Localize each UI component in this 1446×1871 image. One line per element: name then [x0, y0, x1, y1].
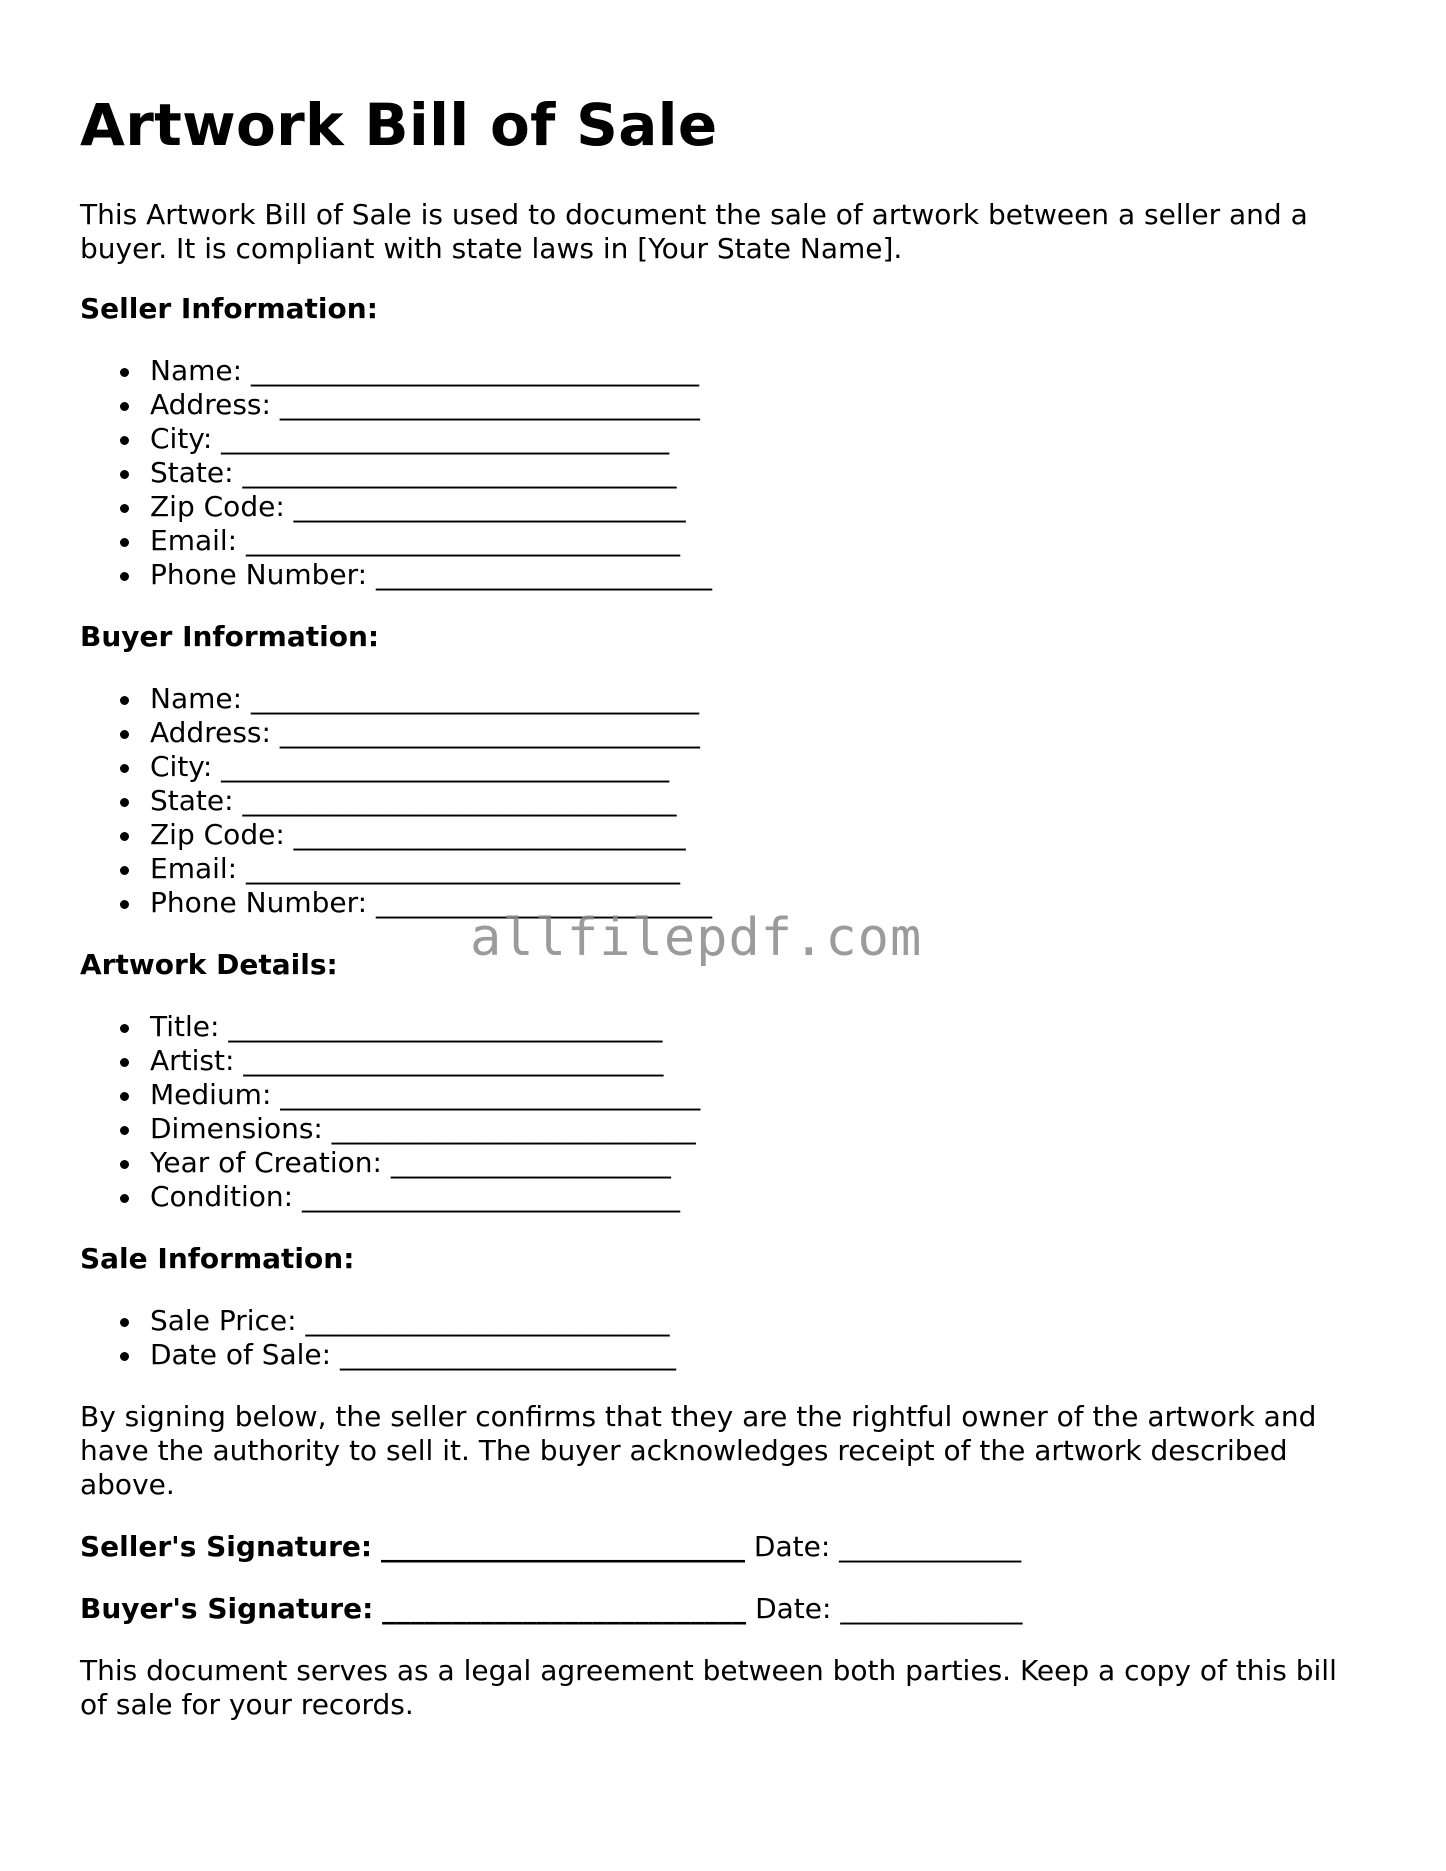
seller-heading: Seller Information: — [80, 292, 378, 325]
sale-date-field: Date of Sale: ________________________ — [150, 1338, 1370, 1372]
seller-date-field: Date: _____________ — [753, 1530, 1022, 1563]
buyer-zip-field: Zip Code: ____________________________ — [150, 818, 1370, 852]
sale-price-field: Sale Price: __________________________ — [150, 1304, 1370, 1338]
seller-phone-field: Phone Number: ________________________ — [150, 558, 1370, 592]
seller-signature-row — [80, 1530, 1370, 1564]
artwork-condition-field: Condition: ___________________________ — [150, 1180, 1370, 1214]
artwork-heading: Artwork Details: — [80, 948, 338, 981]
buyer-state-field: State: _______________________________ — [150, 784, 1370, 818]
intro-paragraph: This Artwork Bill of Sale is used to document the sale of artwork between a seller and a buyer. It is compliant with state laws in [Your State Name]. — [80, 198, 1308, 265]
seller-state-field: State: _______________________________ — [150, 456, 1370, 490]
seller-name-field: Name: ________________________________ — [150, 354, 1370, 388]
seller-fields — [80, 354, 1370, 592]
buyer-heading: Buyer Information: — [80, 620, 380, 653]
artwork-dimensions-field: Dimensions: __________________________ — [150, 1112, 1370, 1146]
artwork-medium-field: Medium: ______________________________ — [150, 1078, 1370, 1112]
buyer-fields — [80, 682, 1370, 920]
seller-email-field: Email: _______________________________ — [150, 524, 1370, 558]
buyer-address-field: Address: ______________________________ — [150, 716, 1370, 750]
buyer-phone-field: Phone Number: ________________________ — [150, 886, 1370, 920]
watermark: allfilepdf.com — [470, 908, 923, 968]
artwork-year-field: Year of Creation: ____________________ — [150, 1146, 1370, 1180]
confirmation-paragraph: By signing below, the seller confirms that they are the rightful owner of the artwork and have the authority to sell it. The buyer acknowledges receipt of the artwork described above. — [80, 1400, 1317, 1501]
closing-paragraph: This document serves as a legal agreement between both parties. Keep a copy of this bill of sale for your records. — [80, 1654, 1337, 1721]
seller-city-field: City: ________________________________ — [150, 422, 1370, 456]
buyer-email-field: Email: _______________________________ — [150, 852, 1370, 886]
artwork-artist-field: Artist: ______________________________ — [150, 1044, 1370, 1078]
sale-fields — [80, 1304, 1370, 1372]
sale-heading: Sale Information: — [80, 1242, 355, 1275]
buyer-signature-label: Buyer's Signature: — [80, 1592, 374, 1625]
document-title: Artwork Bill of Sale — [80, 91, 718, 159]
buyer-signature-row — [80, 1592, 1370, 1626]
seller-zip-field: Zip Code: ____________________________ — [150, 490, 1370, 524]
artwork-fields — [80, 1010, 1370, 1214]
buyer-date-field: Date: _____________ — [755, 1592, 1023, 1625]
buyer-signature-line: __________________________ — [382, 1592, 747, 1625]
buyer-name-field: Name: ________________________________ — [150, 682, 1370, 716]
buyer-city-field: City: ________________________________ — [150, 750, 1370, 784]
seller-address-field: Address: ______________________________ — [150, 388, 1370, 422]
artwork-title-field: Title: _______________________________ — [150, 1010, 1370, 1044]
seller-signature-line: __________________________ — [381, 1530, 745, 1563]
seller-signature-label: Seller's Signature: — [80, 1530, 373, 1563]
